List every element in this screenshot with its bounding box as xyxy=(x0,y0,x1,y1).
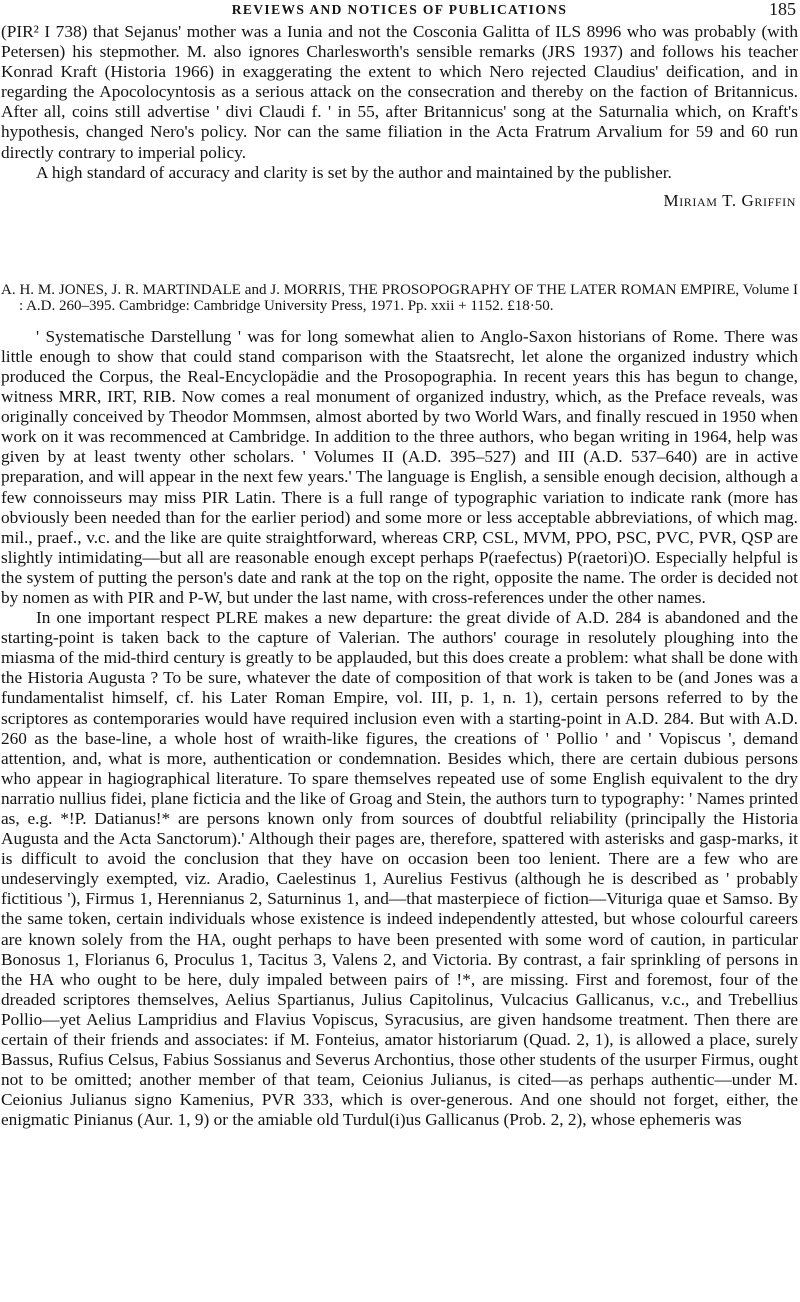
journal-page xyxy=(1,0,798,1131)
review-1-final-sentence: A high standard of accuracy and clarity is set by the author and maintained by the publisher. xyxy=(36,162,672,182)
page-number: 185 xyxy=(769,0,796,19)
page-header xyxy=(1,0,798,22)
review-1-closing-paragraph: (PIR² I 738) that Sejanus' mother was a Iunia and not the Cosconia Galitta of ILS 8996 who was probably (with Petersen) his stepmother. M. also ignores Charlesworth's sensible remarks (JRS 1937) and follows his teacher Konrad Kraft (Historia 1966) in exaggerating the extent to which Nero rejected Claudius' deification, and in regarding the Apocolocyntosis as a serious attack on the consecration and thereby on the faction of Britannicus. After all, coins still advertise ' divi Claudi f. ' in 55, after Britannicus' song at the Saturnalia which, on Kraft's hypothesis, changed Nero's policy. Nor can the same filiation in the Acta Fratrum Arvalium for 59 and 60 run directly contrary to imperial policy. xyxy=(1,22,798,162)
review-2-paragraph-2: In one important respect PLRE makes a new departure: the great divide of A.D. 284 is abandoned and the starting-point is taken back to the capture of Valerian. The authors' courage in resolutely ploughing into the miasma of the mid-third century is greatly to be applauded, but this does create a problem: what shall be done with the Historia Augusta ? To be sure, whatever the date of composition of that work is taken to be (and Jones was a fundamentalist himself, cf. his Later Roman Empire, vol. III, p. 1, n. 1), certain persons referred to by the scriptores as contemporaries would have required inclusion even with a starting-point in A.D. 284. But with A.D. 260 as the base-line, a whole host of wraith-like figures, the creations of ' Pollio ' and ' Vopiscus ', demand attention, and, what is more, authentication or condemnation. Besides which, there are certain dubious persons who appear in hagiographical literature. To spare themselves repeated use of some English equivalent to the dry narratio nullius fidei, plane ficticia and the like of Groag and Stein, the authors turn to typography: ' Names printed as, e.g. *!P. Datianus!* are persons known only from sources of doubtful reliability (principally the Historia Augusta and the Acta Sanctorum).' Although their pages are, therefore, spattered with asterisks and gasp-marks, it is difficult to avoid the conclusion that they have on occasion been too lenient. There are a few who are undeservingly exempted, viz. Aradio, Caelestinus 1, Aurelius Festivus (although he is described as ' probably fictitious '), Firmus 1, Herennianus 2, Saturninus 1, and—that masterpiece of fiction—Vituriga quae et Samso. By the same token, certain individuals whose existence is indeed independently attested, but whose colourful careers are known solely from the HA, ought perhaps to have been presented with some word of caution, in particular Bonosus 1, Florianus 6, Proculus 1, Tacitus 3, Valens 2, and Victoria. By contrast, a fair sprinkling of persons in the HA who ought to be here, duly impaled between pairs of !*, are missing. First and foremost, four of the dreaded scriptores themselves, Aelius Spartianus, Julius Capitolinus, Vulcacius Gallicanus, v.c., and Trebellius Pollio—yet Aelius Lampridius and Flavius Vopiscus, Syracusius, are given handsome treatment. Then there are certain of their friends and associates: if M. Fonteius, amator historiarum (Quad. 2, 1), is allowed a place, surely Bassus, Rufius Celsus, Fabius Sossianus and Severus Archontius, those other students of the usurper Firmus, ought not to be omitted; another member of that team, Ceionius Julianus, is cited—as perhaps authentic—under M. Ceionius Julianus signo Kamenius, PVR 333, which is over-generous. And one should not forget, either, the enigmatic Pinianus (Aur. 1, 9) or the amiable old Turdul(i)us Gallicanus (Prob. 2, 2), whose ephemeris was xyxy=(1,608,798,1130)
running-title: REVIEWS AND NOTICES OF PUBLICATIONS xyxy=(231,2,568,17)
review-2-paragraph-1: ' Systematische Darstellung ' was for long somewhat alien to Anglo-Saxon historians of Rome. There was little enough to show that could stand comparison with the Staatsrecht, let alone the organized industry which produced the Corpus, the Real-Encyclopädie and the Prosopographia. In recent years this has begun to change, witness MRR, IRT, RIB. Now comes a real monument of organized industry, which, as the Preface reveals, was originally conceived by Theodor Mommsen, almost aborted by two World Wars, and finally rescued in 1950 when work on it was recommenced at Cambridge. In addition to the three authors, who began writing in 1964, help was given by at least twenty other scholars. ' Volumes II (A.D. 395–527) and III (A.D. 537–640) are in active preparation, and will appear in the next few years.' The language is English, a sensible enough decision, although a few connoisseurs may miss PIR Latin. There is a full range of typographic variation to indicate rank (more has obviously been needed than for the earlier period) and some more or less acceptable abbreviations, of which mag. mil., praef., v.c. and the like are quite straightforward, whereas CRP, CSL, MVM, PPO, PSC, PVC, PVR, QSP are slightly intimidating—but all are reasonable enough except perhaps P(raefectus) P(raetori)O. Especially helpful is the system of putting the person's date and rank at the top on the right, opposite the name. The order is decided not by nomen as with PIR and P-W, but under the last name, with cross-references under the other names. xyxy=(1,326,798,607)
reviewer-signature: Miriam T. Griffin xyxy=(663,190,796,210)
book-citation: A. H. M. JONES, J. R. MARTINDALE and J. MORRIS, THE PROSOPOGRAPHY OF THE LATER ROMAN EMPIRE, Volume I : A.D. 260–395. Cambridge: Cambridge University Press, 1971. Pp. xxii + 1152. £18·50. xyxy=(1,281,798,315)
